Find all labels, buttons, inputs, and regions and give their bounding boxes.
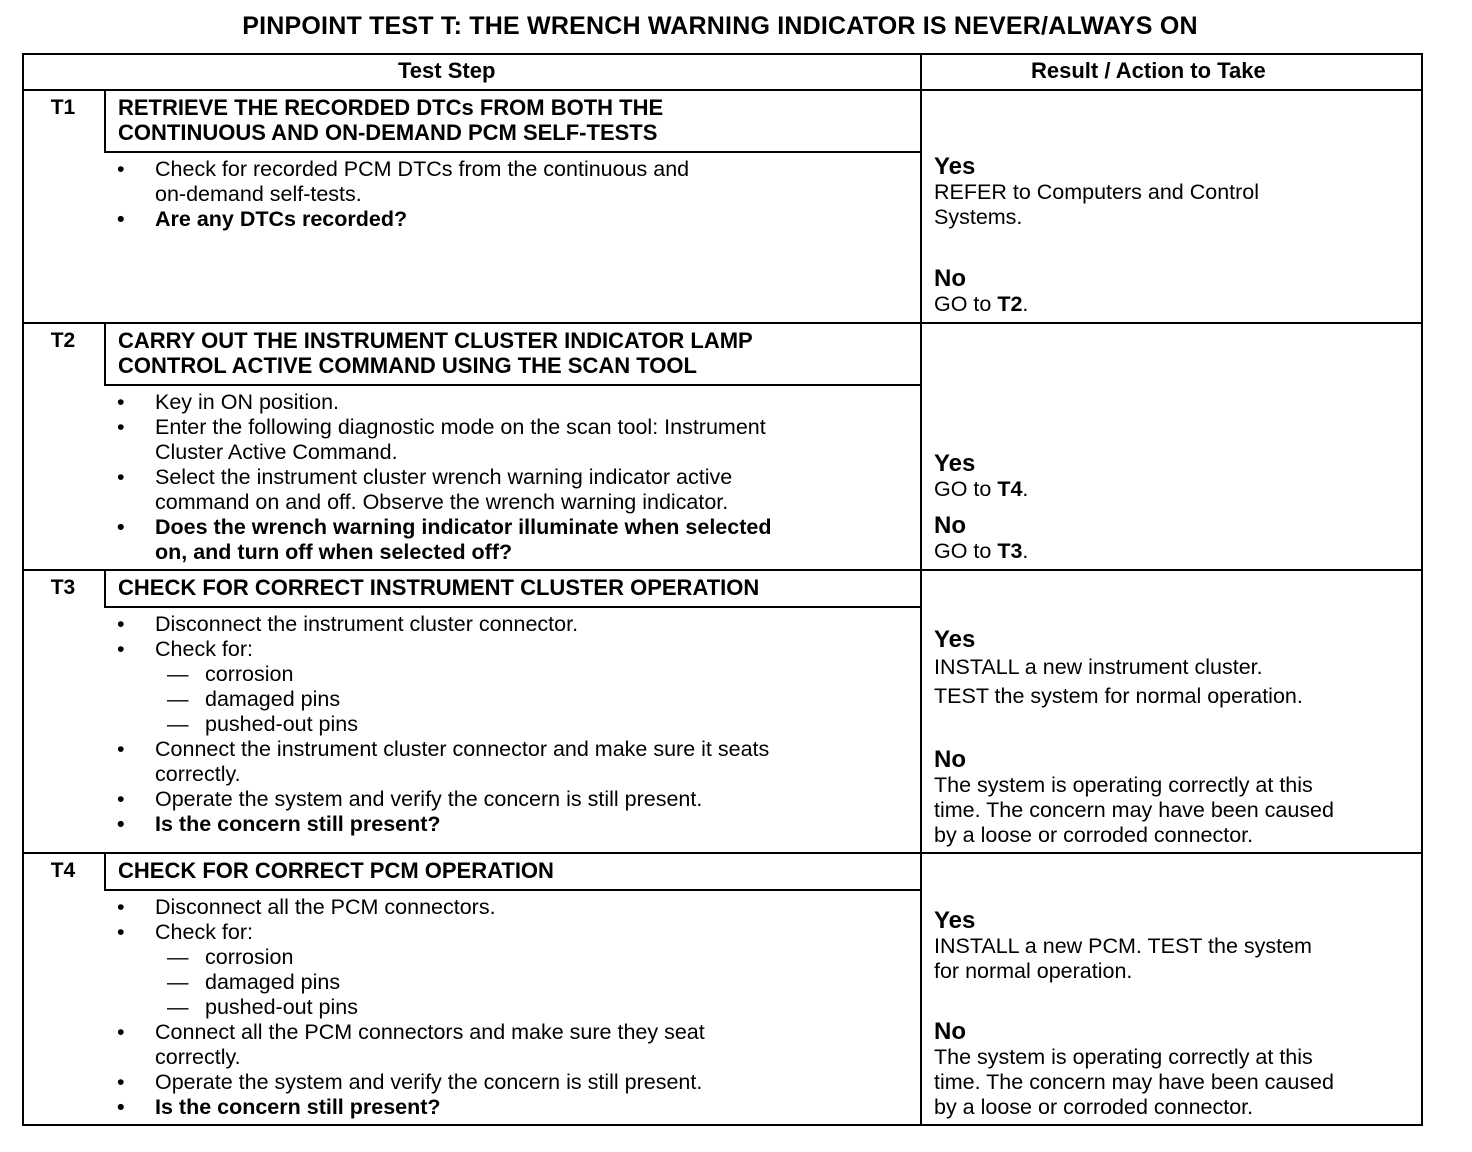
list-item: correctly. [155, 1045, 241, 1069]
list-item: • Key in ON position. [117, 390, 340, 414]
step-title: CHECK FOR CORRECT INSTRUMENT CLUSTER OPERATION [118, 575, 760, 600]
result-yes: Yes INSTALL a new instrument cluster. TEST the system for normal operation. [934, 626, 1303, 708]
step-id: T1 [50, 96, 76, 119]
t1-end-rule [22, 322, 1423, 324]
list-item: • Is the concern still present? [117, 1095, 441, 1119]
list-item: • Connect the instrument cluster connector and make sure it seats [117, 737, 770, 761]
list-item: on-demand self-tests. [155, 182, 362, 206]
list-item: • Check for: [117, 637, 253, 661]
t3-end-rule [22, 852, 1423, 854]
page-title: PINPOINT TEST T: THE WRENCH WARNING INDICATOR IS NEVER/ALWAYS ON [242, 12, 1198, 40]
header-result: Result / Action to Take [1031, 58, 1266, 83]
list-item: • Enter the following diagnostic mode on the scan tool: Instrument [117, 415, 766, 439]
list-item: Cluster Active Command. [155, 440, 398, 464]
id-divider-t3 [104, 570, 106, 607]
step-id: T3 [50, 576, 76, 599]
list-item: correctly. [155, 762, 241, 786]
result-no: No GO to T3. [934, 512, 1029, 563]
step-body [115, 895, 905, 1120]
step-title: RETRIEVE THE RECORDED DTCs FROM BOTH THE CONTINUOUS AND ON-DEMAND PCM SELF-TESTS [118, 95, 664, 145]
column-divider [920, 53, 922, 1126]
id-divider-t2 [104, 323, 106, 385]
result-yes: Yes INSTALL a new PCM. TEST the system for normal operation. [934, 907, 1312, 983]
list-subitem: — pushed-out pins [167, 712, 358, 736]
step-title: CHECK FOR CORRECT PCM OPERATION [118, 858, 554, 883]
step-id: T4 [50, 859, 76, 882]
list-item: • Disconnect all the PCM connectors. [117, 895, 496, 919]
step-id: T2 [50, 329, 76, 352]
result-no: No The system is operating correctly at this time. The concern may have been caused by a loose or corroded connector. [934, 1018, 1334, 1119]
list-item: • Select the instrument cluster wrench warning indicator active [117, 465, 733, 489]
list-item: • Are any DTCs recorded? [117, 207, 408, 231]
step-title: CARRY OUT THE INSTRUMENT CLUSTER INDICATOR LAMP CONTROL ACTIVE COMMAND USING THE SCAN TOOL [118, 328, 753, 378]
list-item: • Check for recorded PCM DTCs from the continuous and [117, 157, 690, 181]
t2-end-rule [22, 569, 1423, 571]
t3-title-rule [104, 606, 921, 608]
list-subitem: — corrosion [167, 662, 294, 686]
list-item: • Operate the system and verify the concern is still present. [117, 1070, 703, 1094]
list-item: • Disconnect the instrument cluster connector. [117, 612, 579, 636]
result-yes: Yes GO to T4. [934, 450, 1029, 501]
list-item: • Does the wrench warning indicator illuminate when selected [117, 515, 772, 539]
id-divider-t1 [104, 90, 106, 152]
list-item: • Check for: [117, 920, 253, 944]
header-rule [22, 89, 1423, 91]
t1-title-rule [104, 151, 921, 153]
result-yes: Yes REFER to Computers and Control Systems. [934, 153, 1260, 229]
list-item: • Connect all the PCM connectors and make sure they seat [117, 1020, 705, 1044]
list-subitem: — pushed-out pins [167, 995, 358, 1019]
t2-title-rule [104, 384, 921, 386]
result-no: No The system is operating correctly at this time. The concern may have been caused by a loose or corroded connector. [934, 746, 1334, 847]
step-body [115, 612, 905, 837]
list-subitem: — damaged pins [167, 970, 341, 994]
result-no: No GO to T2. [934, 265, 1029, 316]
step-body [115, 390, 905, 565]
list-item: command on and off. Observe the wrench warning indicator. [155, 490, 729, 514]
t4-title-rule [104, 889, 921, 891]
list-subitem: — damaged pins [167, 687, 341, 711]
step-body [115, 157, 905, 232]
list-item: • Is the concern still present? [117, 812, 441, 836]
list-subitem: — corrosion [167, 945, 294, 969]
list-item: on, and turn off when selected off? [155, 540, 513, 564]
id-divider-t4 [104, 853, 106, 890]
list-item: • Operate the system and verify the concern is still present. [117, 787, 703, 811]
header-test-step: Test Step [398, 58, 496, 83]
